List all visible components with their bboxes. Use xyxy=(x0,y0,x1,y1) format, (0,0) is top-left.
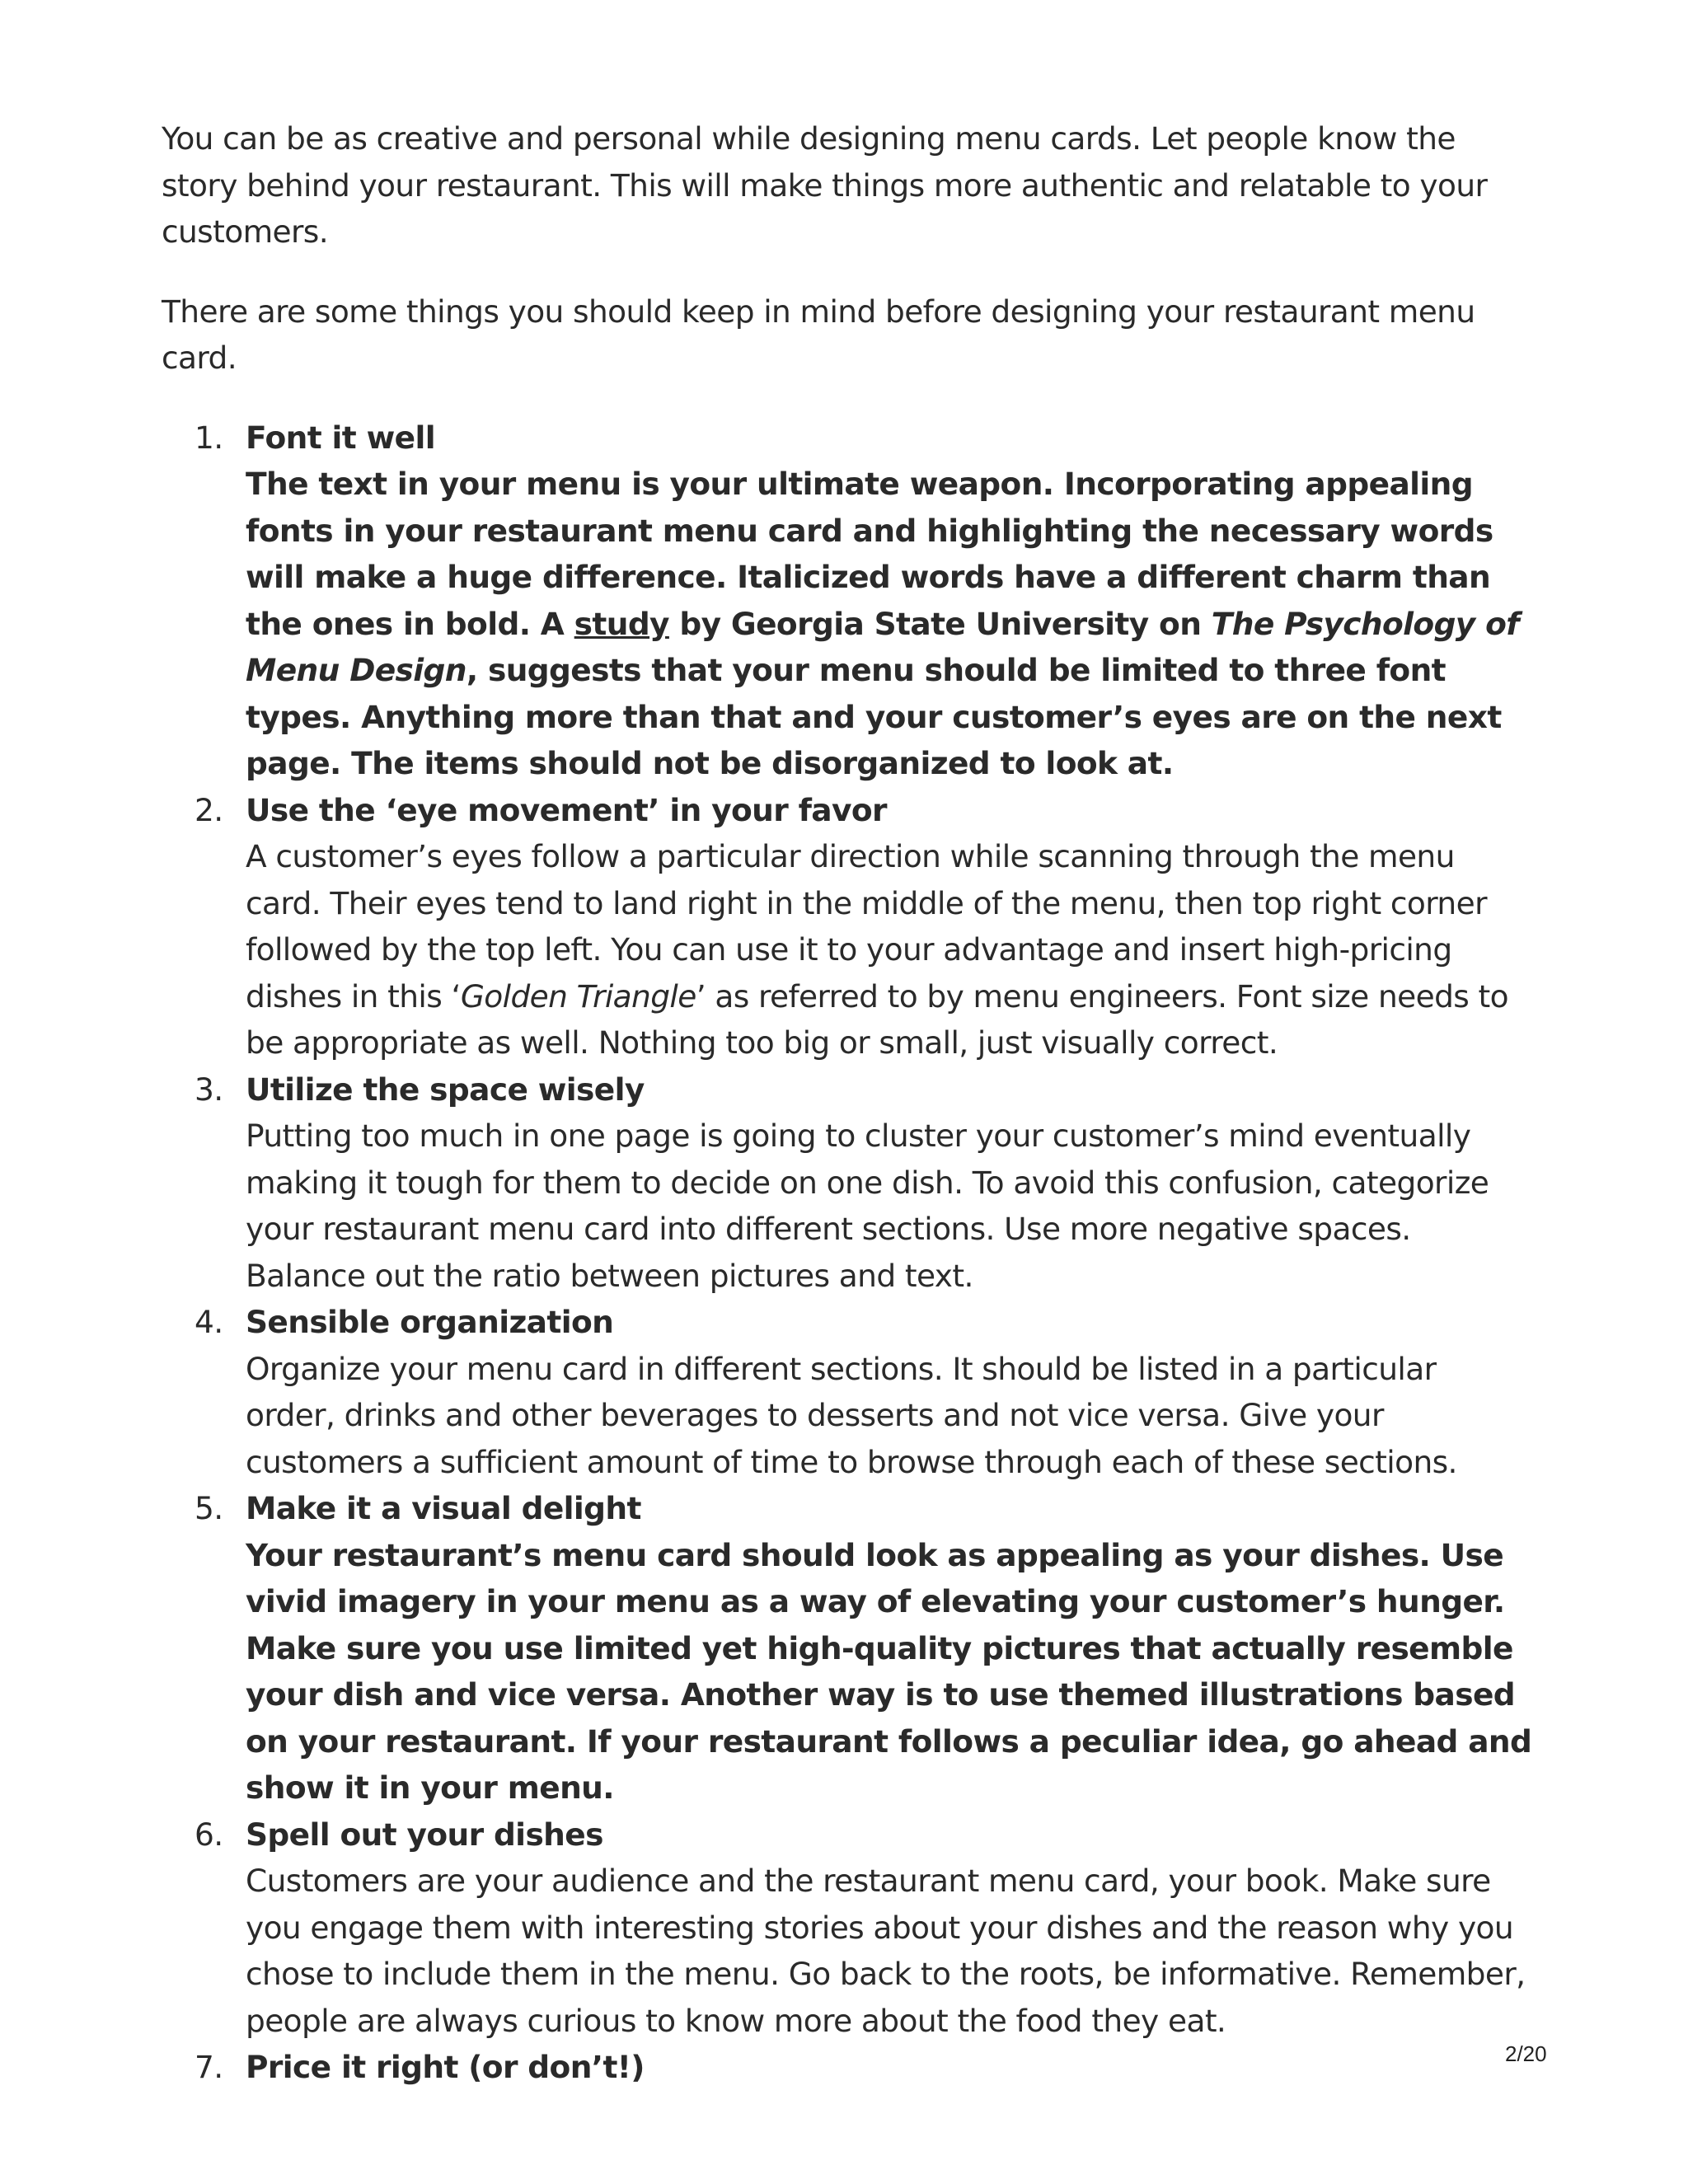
tip-body: Customers are your audience and the restaurant menu card, your book. Make sure you engage them with interesting stories about your dishes and the reason why you chose to include them in the menu. Go back to the roots, be informative. Remember, people are always curious to know more about the food they eat. xyxy=(246,1863,1526,2039)
article-body xyxy=(162,115,1533,2091)
book-title: The Psychology of Menu Design xyxy=(246,605,1519,688)
list-item xyxy=(162,1299,1533,1485)
list-number: 5. xyxy=(195,1490,223,1526)
list-number: 6. xyxy=(195,1816,223,1853)
tip-title: Use the ‘eye movement’ in your favor xyxy=(246,791,887,828)
tip-title: Make it a visual delight xyxy=(246,1490,641,1526)
tip-title: Price it right (or don’t!) xyxy=(246,2049,645,2085)
tip-body: Organize your menu card in different sections. It should be listed in a particular order, drinks and other beverages to desserts and not vice versa. Give your customers a sufficient amount of time to browse through each of these sections. xyxy=(246,1350,1457,1480)
list-item xyxy=(162,1485,1533,1811)
tip-body xyxy=(246,466,1519,781)
list-number: 4. xyxy=(195,1304,223,1340)
tip-body: Your restaurant’s menu card should look as appealing as your dishes. Use vivid imagery in your menu as a way of elevating your customer’s hunger. Make sure you use limited yet high-quality pictures that actually resemble your dish and vice versa. Another way is to use themed illustrations based on your restaurant. If your restaurant follows a peculiar idea, go ahead and show it in your menu. xyxy=(246,1536,1532,1806)
tip-body: Putting too much in one page is going to cluster your customer’s mind eventually making it tough for them to decide on one dish. To avoid this confusion, categorize your restaurant menu card into different sections. Use more negative spaces. Balance out the ratio between pictures and text. xyxy=(246,1118,1489,1294)
list-item xyxy=(162,415,1533,787)
list-item xyxy=(162,1811,1533,2045)
tip-title: Spell out your dishes xyxy=(246,1816,603,1853)
tip-title: Utilize the space wisely xyxy=(246,1071,645,1108)
list-item xyxy=(162,1066,1533,1300)
tip-body-text: , suggests that your menu should be limited to three font types. Anything more than that and your customer’s eyes are on the next page. The items should not be disorganized to look at. xyxy=(246,652,1502,781)
tip-body-text: A customer’s eyes follow a particular direction while scanning through the menu card. Their eyes tend to land right in the middle of the menu, then top right corner followed by the top left. You can use it to your advantage and insert high-pricing dishes in this ‘ xyxy=(246,838,1487,1015)
tips-list xyxy=(162,415,1533,2091)
list-number: 7. xyxy=(195,2049,223,2085)
intro-paragraph-1: You can be as creative and personal while designing menu cards. Let people know the story behind your restaurant. This will make things more authentic and relatable to your customers. xyxy=(162,120,1488,250)
tip-body-text: by Georgia State University on xyxy=(668,605,1212,642)
tip-body xyxy=(246,838,1508,1061)
list-number: 1. xyxy=(195,419,223,456)
page-number: 2/20 xyxy=(1505,2041,1547,2066)
list-number: 3. xyxy=(195,1071,223,1108)
tip-body-text: The text in your menu is your ultimate weapon. Incorporating appealing fonts in your restaurant menu card and highlighting the necessary words will make a huge difference. Italicized words have a different charm than the ones in bold. A xyxy=(246,466,1493,642)
tip-title: Sensible organization xyxy=(246,1304,614,1340)
intro-paragraph-2: There are some things you should keep in mind before designing your restaurant menu card. xyxy=(162,293,1475,376)
list-number: 2. xyxy=(195,791,223,828)
list-item xyxy=(162,787,1533,1066)
tip-title: Font it well xyxy=(246,419,435,456)
golden-triangle-term: Golden Triangle xyxy=(460,977,696,1015)
tip-body-text: ’ as referred to by menu engineers. Font size needs to be appropriate as well. Nothing too big or small, just visually correct. xyxy=(246,977,1508,1061)
list-item xyxy=(162,2044,1533,2091)
study-link[interactable]: study xyxy=(574,605,669,642)
